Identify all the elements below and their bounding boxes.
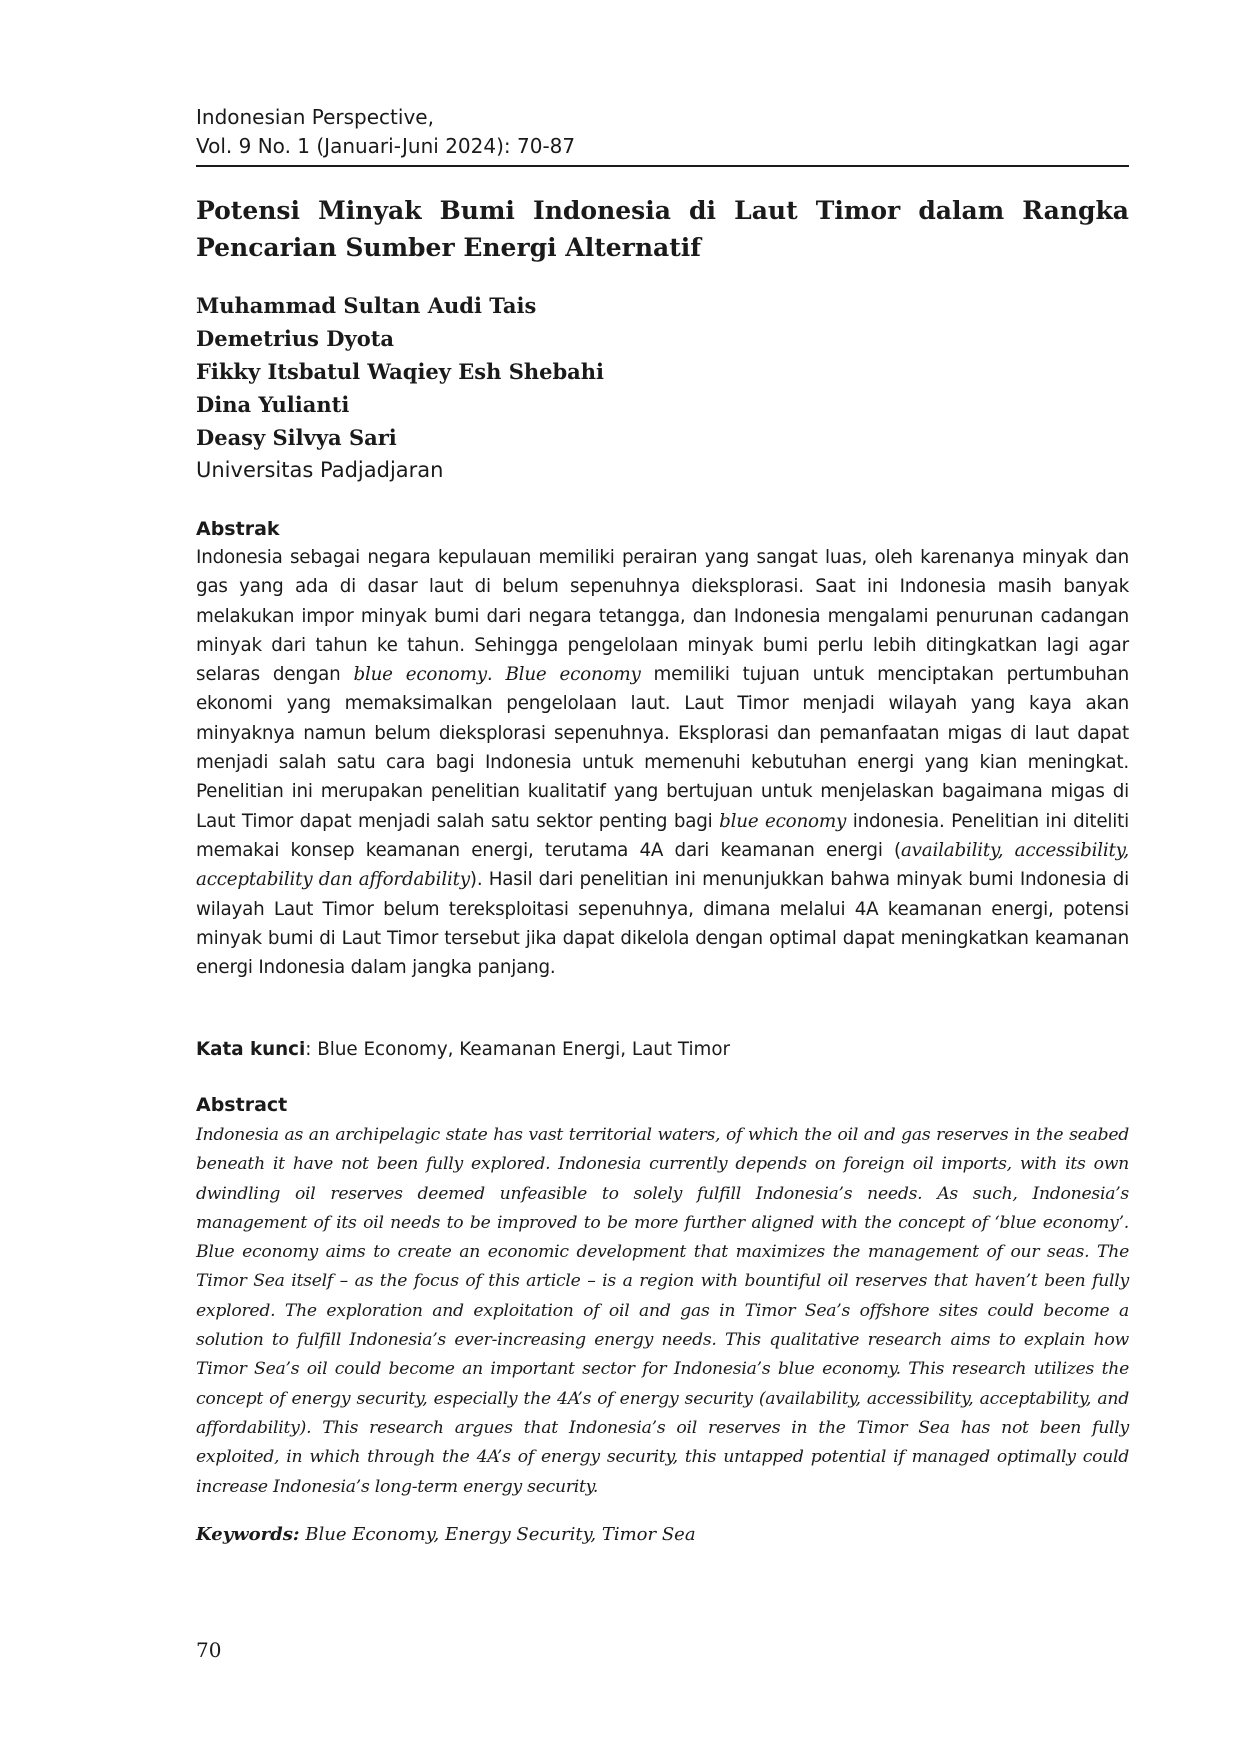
author-name: Demetrius Dyota [196, 326, 395, 351]
abstrak-italic-term: blue economy [719, 810, 847, 832]
author-name: Deasy Silvya Sari [196, 425, 397, 450]
abstrak-text: memiliki tujuan untuk menciptakan pertumbuhan ekonomi yang memaksimalkan pengelolaan laut. Laut Timor menjadi wilayah yang kaya akan minyaknya namun belum dieksplorasi sepenuhnya. Eksplorasi dan pemanfaatan migas di laut dapat menjadi salah satu cara bagi Indonesia untuk memenuhi kebutuhan energi yang kian meningkat. Penelitian ini merupakan penelitian kualitatif yang bertujuan untuk menjelaskan bagaimana migas di Laut Timor dapat menjadi salah satu sektor penting bagi [196, 664, 1129, 832]
kata-kunci-text: : Blue Economy, Keamanan Energi, Laut Timor [305, 1039, 731, 1060]
keywords-label: Keywords: [196, 1524, 300, 1545]
author-name: Muhammad Sultan Audi Tais [196, 293, 537, 318]
author-affiliation: Universitas Padjadjaran [196, 458, 444, 482]
abstrak-text: indonesia. Penelitian ini diteliti memakai konsep keamanan energi, terutama 4A dari keamanan energi ( [196, 810, 1130, 861]
kata-kunci-label: Kata kunci [196, 1039, 306, 1060]
abstrak-text: Indonesia sebagai negara kepulauan memiliki perairan yang sangat luas, oleh karenanya minyak dan gas yang ada di dasar laut di belum sepenuhnya dieksplorasi. Saat ini Indonesia masih banyak melakukan impor minyak bumi dari negara tetangga, dan Indonesia mengalami penurunan cadangan minyak dari tahun ke tahun. Sehingga pengelolaan minyak bumi perlu lebih ditingkatkan lagi agar selaras dengan [196, 547, 1129, 686]
header-rule [196, 165, 1129, 167]
keywords-text: Blue Economy, Energy Security, Timor Sea [299, 1524, 696, 1545]
abstract-paragraph: Indonesia as an archipelagic state has vast territorial waters, of which the oil and gas reserves in the seabed beneath it have not been fully explored. Indonesia currently depends on foreign oil imports, with its own dwindling oil reserves deemed unfeasible to solely fulfill Indonesia’s needs. As such, Indonesia’s management of its oil needs to be improved to be more further aligned with the concept of ‘blue economy’. Blue economy aims to create an economic development that maximizes the management of our seas. The Timor Sea itself – as the focus of this article – is a region with bountiful oil reserves that haven’t been fully explored. The exploration and exploitation of oil and gas in Timor Sea’s offshore sites could become a solution to fulfill Indonesia’s ever-increasing energy needs. This qualitative research aims to explain how Timor Sea’s oil could become an important sector for Indonesia’s blue economy. This research utilizes the concept of energy security, especially the 4A’s of energy security (availability, accessibility, acceptability, and affordability). This research argues that Indonesia’s oil reserves in the Timor Sea has not been fully exploited, in which through the 4A’s of energy security, this untapped potential if managed optimally could increase Indonesia’s long-term energy security. [196, 1125, 1129, 1497]
journal-volume: Vol. 9 No. 1 (Januari-Juni 2024): 70-87 [196, 134, 576, 158]
article-title: Potensi Minyak Bumi Indonesia di Laut Timor dalam Rangka Pencarian Sumber Energi Alternatif [196, 196, 1129, 262]
journal-header [196, 103, 1129, 161]
kata-kunci-line [196, 1035, 1129, 1064]
author-name: Dina Yulianti [196, 392, 350, 417]
page-number: 70 [196, 1638, 222, 1662]
abstrak-italic-term: blue economy [353, 664, 487, 686]
abstrak-italic-term: Blue economy [505, 664, 641, 686]
journal-name: Indonesian Perspective, [196, 105, 434, 129]
abstract-heading: Abstract [196, 1094, 288, 1116]
keywords-line [196, 1520, 1129, 1549]
abstrak-text: ). Hasil dari penelitian ini menunjukkan bahwa minyak bumi Indonesia di wilayah Laut Timor belum tereksploitasi sepenuhnya, dimana melalui 4A keamanan energi, potensi minyak bumi di Laut Timor tersebut jika dapat dikelola dengan optimal dapat meningkatkan keamanan energi Indonesia dalam jangka panjang. [196, 869, 1129, 979]
abstrak-heading: Abstrak [196, 518, 280, 540]
author-name: Fikky Itsbatul Waqiey Esh Shebahi [196, 359, 605, 384]
abstrak-paragraph [196, 543, 1129, 982]
abstrak-text: . [486, 664, 506, 686]
abstrak-italic-term: availability, accessibility, acceptability dan affordability [196, 839, 1129, 891]
author-list [196, 289, 1129, 487]
